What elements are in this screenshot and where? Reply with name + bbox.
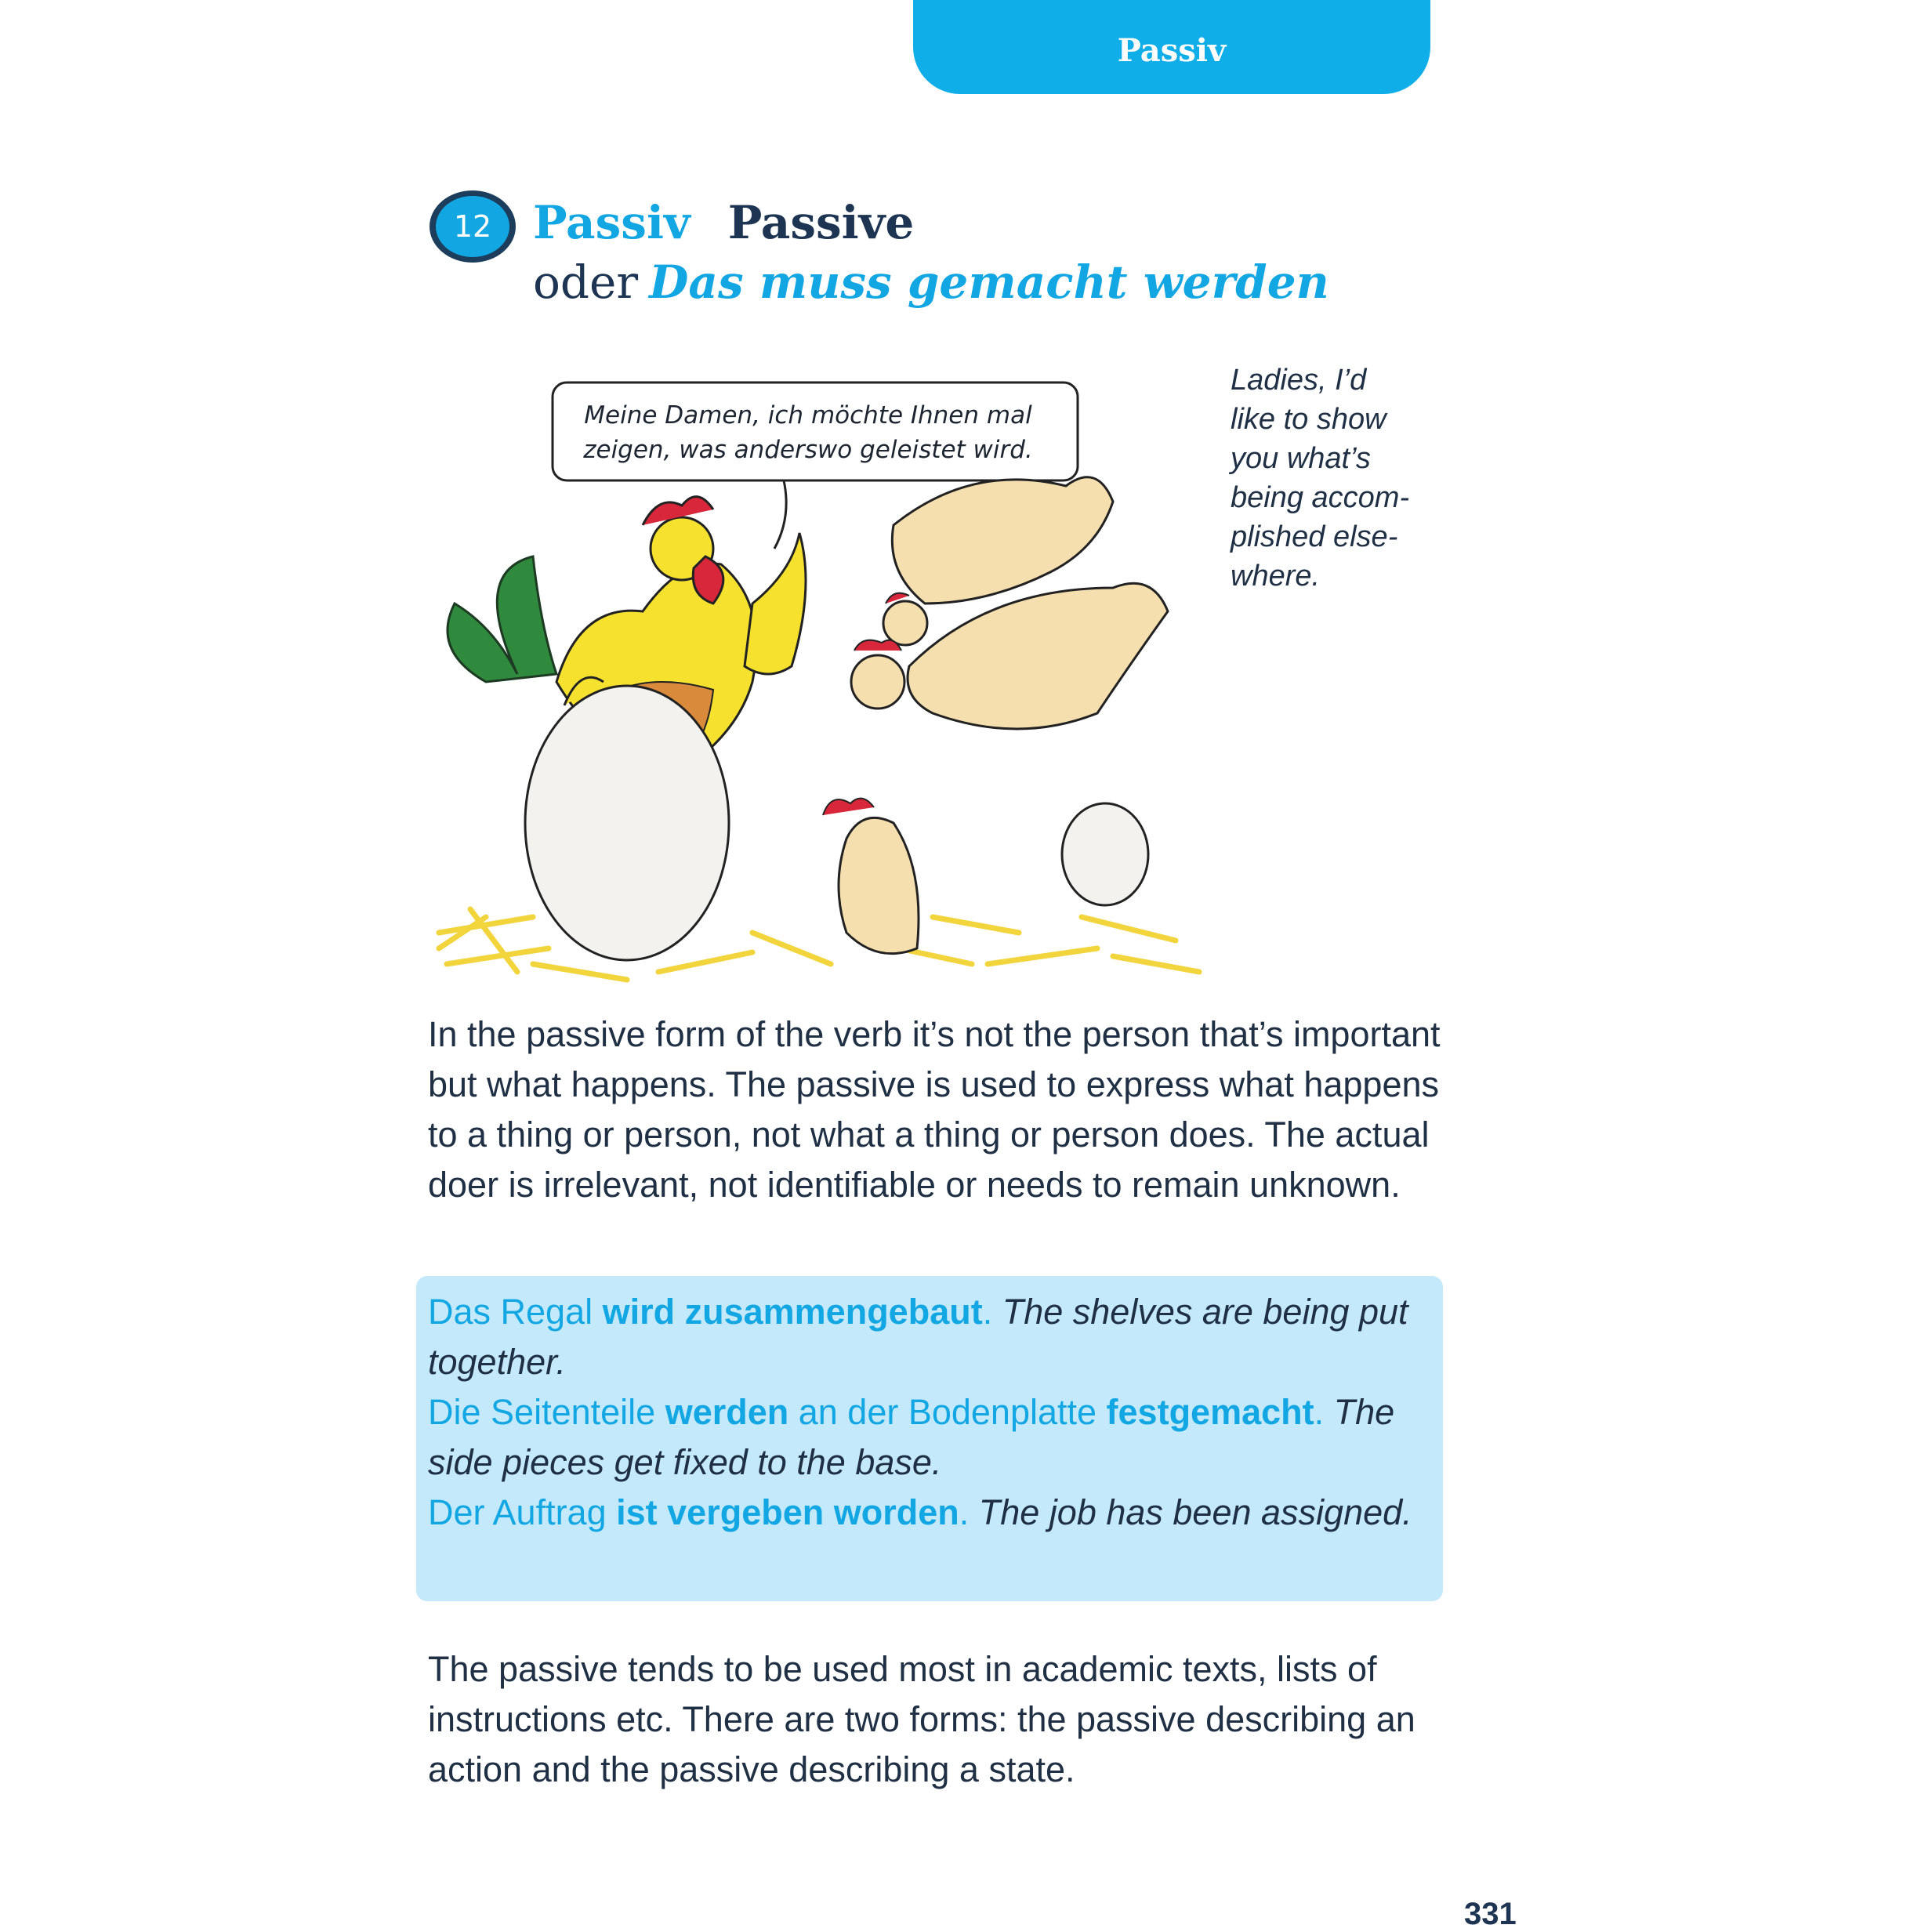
chapter-subtitle-italic: Das muss gemacht werden	[649, 256, 1329, 309]
caption-line: being accom-	[1231, 481, 1410, 514]
chapter-subtitle-prefix: oder	[533, 256, 639, 309]
example-item: Der Auftrag ist vergeben worden. The job has been assigned.	[428, 1492, 1412, 1532]
caption-line: plished else-	[1231, 520, 1398, 553]
section-tab	[913, 0, 1430, 94]
chapter-title-en: Passive	[727, 196, 915, 249]
closing-paragraph: The passive tends to be used most in academic texts, lists of instructions etc. There are two forms: the passive describing an action and the passive describing a state.	[428, 1649, 1415, 1789]
speech-line-1: Meine Damen, ich möchte Ihnen mal	[584, 401, 1032, 430]
example-item: Die Seitenteile werden an der Bodenplatte festgemacht. The side pieces get fixed to the base.	[428, 1392, 1395, 1482]
page-number: 331	[1464, 1897, 1517, 1931]
caption-line: you what’s	[1231, 442, 1371, 475]
intro-paragraph: In the passive form of the verb it’s not the person that’s important but what happens. The passive is used to express what happens to a thing or person, not what a thing or person does. The actual doer is irrelevant, not identifiable or needs to remain unknown.	[428, 1014, 1441, 1205]
chapter-subtitle	[533, 252, 1329, 312]
caption-line: where.	[1231, 560, 1321, 593]
caption-line: like to show	[1231, 403, 1386, 436]
big-egg	[525, 686, 729, 960]
speech-bubble-text	[553, 398, 1063, 467]
chapter-title	[533, 193, 914, 252]
chapter-title-de: Passiv	[533, 196, 691, 249]
small-egg	[1062, 803, 1148, 905]
speech-line-2: zeigen, was anderswo geleistet wird.	[583, 436, 1033, 464]
caption-line: Ladies, I’d	[1231, 364, 1367, 397]
chapter-number-badge: 12	[436, 196, 509, 257]
section-tab-label: Passiv	[1117, 31, 1227, 69]
example-item: Das Regal wird zusammengebaut. The shelves are being put together.	[428, 1292, 1408, 1382]
examples-list	[428, 1287, 1439, 1538]
cartoon-caption	[1231, 361, 1458, 596]
